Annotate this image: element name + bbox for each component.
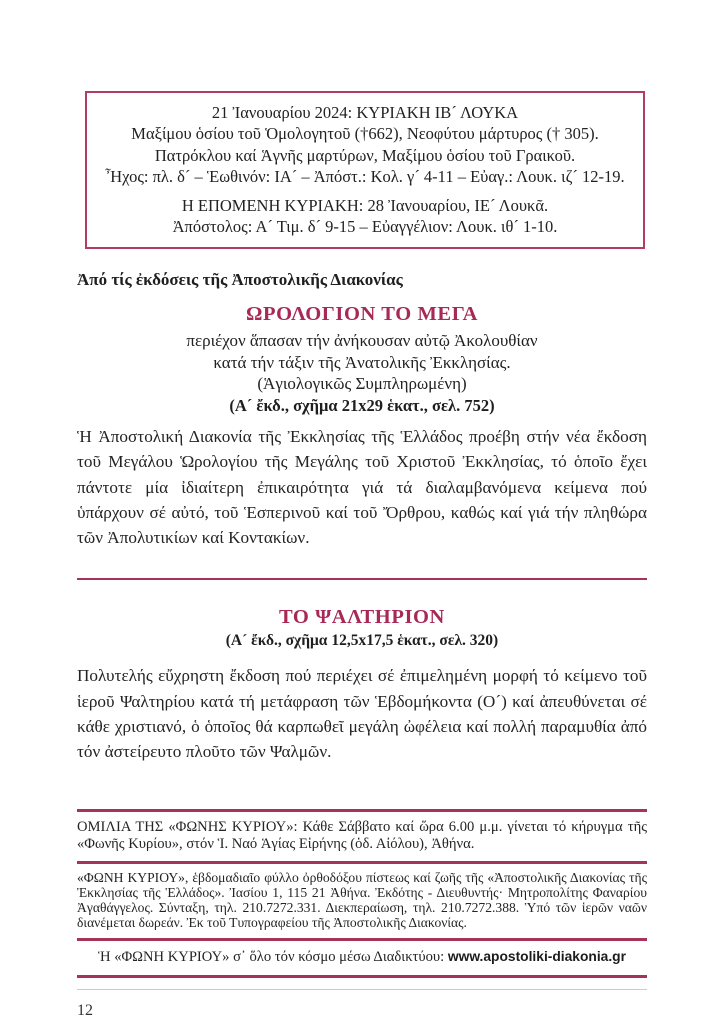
footer-divider-top — [77, 809, 647, 812]
page-content — [77, 0, 647, 1020]
footer-divider-2 — [77, 861, 647, 864]
next-sunday-block — [97, 195, 633, 238]
saints-line-1: Μαξίμου ὁσίου τοῦ Ὁμολογητοῦ (†662), Νεοφύτου μάρτυρος († 305). — [131, 124, 599, 144]
liturgical-header-box — [85, 91, 645, 249]
book2-title: ΤΟ ΨΑΛΤΗΡΙΟΝ — [279, 606, 445, 629]
saints-line-2: Πατρόκλου καί Ἁγνῆς μαρτύρων, Μαξίμου ὁσίου τοῦ Γραικοῦ. — [154, 145, 576, 165]
scan-faint-line — [77, 989, 647, 990]
current-sunday-block — [97, 102, 633, 188]
book1-subtitle-3: (Ἁγιολογικῶς Συμπληρωμένη) — [257, 374, 467, 394]
website-url: www.apostoliki-diakonia.gr — [447, 948, 626, 964]
internet-notice-text: Ἡ «ΦΩΝΗ ΚΥΡΙΟΥ» σ᾽ ὅλο τόν κόσμο μέσω Διαδικτύου: — [98, 948, 448, 965]
next-sunday-line: Η ΕΠΟΜΕΝΗ ΚΥΡΙΑΚΗ: 28 Ἰανουαρίου, ΙΕ´ Λουκᾶ. — [181, 195, 549, 215]
homily-notice: ΟΜΙΛΙΑ ΤΗΣ «ΦΩΝΗΣ ΚΥΡΙΟΥ»: Κάθε Σάββατο καί ὥρα 6.00 μ.μ. γίνεται τό κήρυγμα τῆς «Φωνῆς Κυρίου», στόν Ἱ. Ναό Ἁγίας Εἰρήνης (ὁδ. Αἰόλου), Ἀθήνα. — [77, 818, 647, 853]
publications-intro: Ἀπό τίς ἐκδόσεις τῆς Ἀποστολικῆς Διακονίας — [77, 270, 403, 290]
page-number: 12 — [77, 1001, 93, 1019]
book1-description: Ἡ Ἀποστολική Διακονία τῆς Ἐκκλησίας τῆς Ἑλλάδος προέβη στήν νέα ἔκδοση τοῦ Μεγάλου Ὡρολογίου τῆς Μεγάλης τοῦ Χριστοῦ Ἐκκλησίας, τό ὁποῖο ἔχει πάντοτε μία ἰδιαίτερη ἐπικαιρότητα γιά τά διαλαμβανόμενα κείμενα πού ὑπάρχουν σέ αὐτό, τοῦ Ἑσπερινοῦ καί τοῦ Ὄρθρου, καθώς καί γιά τήν πληθώρα τῶν Ἀπολυτικίων καί Κοντακίων. — [77, 426, 647, 548]
mode-readings-line: Ἦχος: πλ. δ´ – Ἑωθινόν: ΙΑ´ – Ἀπόστ.: Κολ. γ´ 4-11 – Εὐαγ.: Λουκ. ιζ´ 12-19. — [105, 167, 625, 187]
section-divider — [77, 578, 647, 580]
book1-title: ΩΡΟΛΟΓΙΟΝ ΤΟ ΜΕΓΑ — [245, 303, 479, 326]
book1-subtitle-2: κατά τήν τάξιν τῆς Ἀνατολικῆς Ἐκκλησίας. — [213, 352, 511, 372]
footer-divider-3 — [77, 938, 647, 941]
book1-edition: (Α´ ἔκδ., σχῆμα 21x29 ἑκατ., σελ. 752) — [229, 395, 495, 415]
book2-edition: (Α´ ἔκδ., σχῆμα 12,5x17,5 ἑκατ., σελ. 320) — [225, 632, 499, 650]
date-title-line: 21 Ἰανουαρίου 2024: ΚΥΡΙΑΚΗ ΙΒ´ ΛΟΥΚΑ — [211, 103, 519, 122]
next-readings-line: Ἀπόστολος: Α´ Τιμ. δ´ 9-15 – Εὐαγγέλιον: Λουκ. ιθ´ 1-10. — [172, 217, 558, 237]
internet-notice — [77, 949, 647, 966]
book2-description: Πολυτελής εὔχρηστη ἔκδοση πού περιέχει σέ ἐπιμελημένη μορφή τό κείμενο τοῦ ἱεροῦ Ψαλτηρίου κατά τή μετάφραση τῶν Ἑβδομήκοντα (Ο´) καί ἀπευθύνεται σέ κάθε χριστιανό, ὁ ὁποῖος θά καρπωθεῖ μεγάλη ὠφέλεια καί πολλή παραμυθία ἀπό τόν ἀστείρευτο πλοῦτο τῶν Ψαλμῶν. — [77, 666, 647, 762]
imprint-text: «ΦΩΝΗ ΚΥΡΙΟΥ», ἑβδομαδιαῖο φύλλο ὀρθοδόξου πίστεως καί ζωῆς τῆς «Ἀποστολικῆς Διακονίας τῆς Ἐκκλησίας τῆς Ἑλλάδος». Ἰασίου 1, 115 21 Ἀθήνα. Ἐκδότης - Διευθυντής· Μητροπολίτης Φαναρίου Ἀγαθάγγελος. Σύνταξη, τηλ. 210.7272.331. Διεκπεραίωση, τηλ. 210.7272.388. Ὑπό τῶν ἱερῶν ναῶν διανέμεται δωρεάν. Ἐκ τοῦ Τυπογραφείου τῆς Ἀποστολικῆς Διακονίας. — [77, 869, 647, 931]
book1-subtitle-1: περιέχον ἅπασαν τήν ἀνήκουσαν αὐτῷ Ἀκολουθίαν — [186, 331, 538, 351]
footer-divider-bottom — [77, 975, 647, 978]
